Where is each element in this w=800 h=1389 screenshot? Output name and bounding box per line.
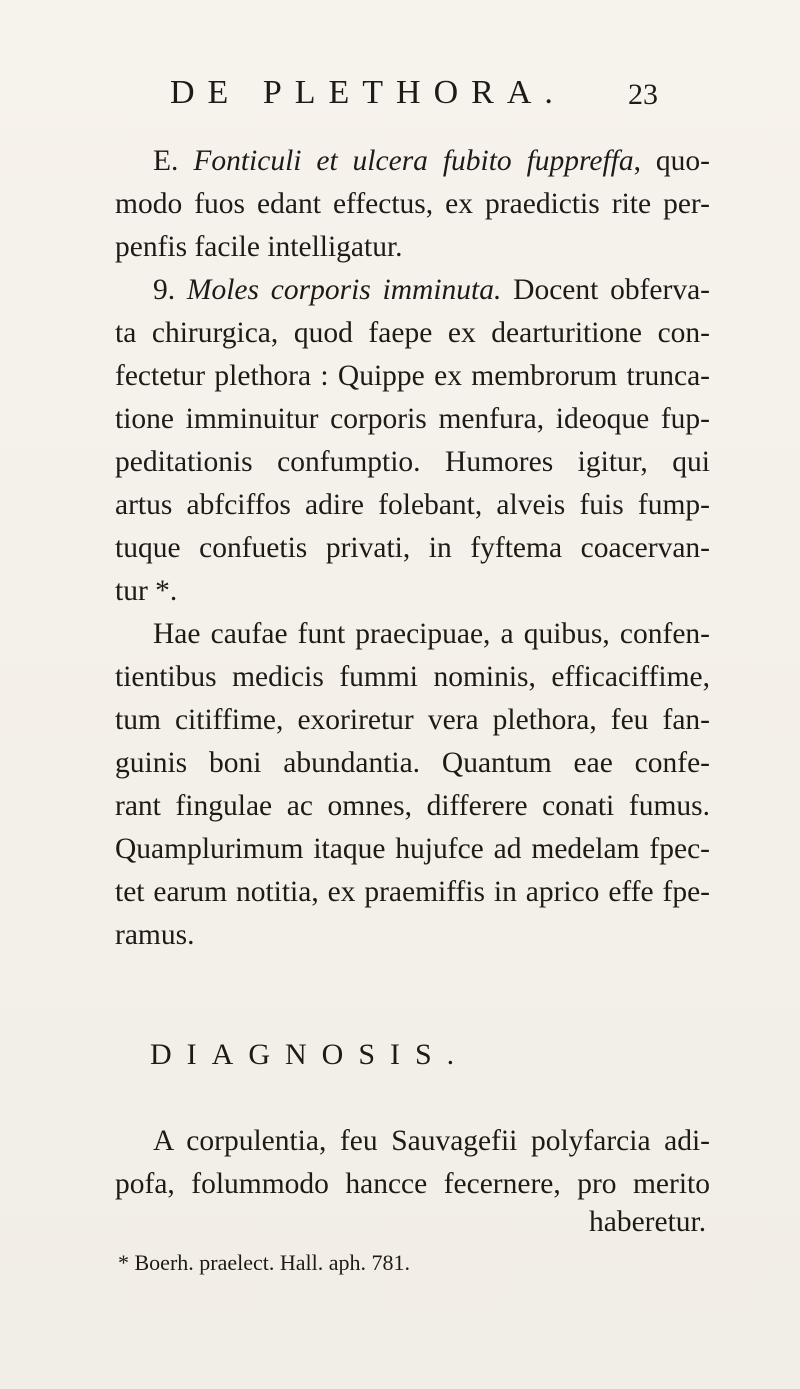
text-line	[115, 269, 710, 312]
text-line: ramus.	[115, 919, 195, 951]
text-line: modo fuos edant effectus, ex praedictis rite per-	[115, 188, 710, 220]
text-line: tur *.	[115, 575, 178, 607]
text-line: penfis facile intelligatur.	[115, 231, 403, 263]
text-line: ta chirurgica, quod faepe ex dearturitione con-	[115, 317, 710, 349]
text-line: artus abfciffos adire folebant, alveis fuis fump-	[115, 489, 710, 521]
paragraph-label: E.	[153, 145, 179, 177]
section-heading: DIAGNOSIS.	[150, 1038, 470, 1071]
text-line: peditationis confumptio. Humores igitur, qui	[115, 446, 710, 478]
running-head	[170, 74, 670, 112]
running-head-title: DE PLETHORA.	[170, 74, 566, 111]
text-line: fectetur plethora : Quippe ex membrorum trunca-	[115, 360, 710, 392]
text-line: tientibus medicis fummi nominis, efficaciffime,	[115, 661, 710, 693]
text-line: A corpulentia, feu Sauvagefii polyfarcia adi-	[153, 1125, 710, 1157]
page-number: 23	[628, 78, 658, 111]
text-fragment: Docent obferva-	[513, 274, 711, 306]
footnote: * Boerh. praelect. Hall. aph. 781.	[118, 1250, 411, 1275]
text-line: pofa, folummodo hancce fecernere, pro merito	[115, 1168, 710, 1200]
diagnosis-text	[115, 1120, 710, 1206]
text-line: tuque confuetis privati, in fyftema coacervan-	[115, 532, 710, 564]
italic-heading: Moles corporis imminuta.	[186, 274, 502, 306]
text-line: guinis boni abundantia. Quantum eae confe-	[115, 747, 710, 779]
text-line: tione imminuitur corporis menfura, ideoque fup-	[115, 403, 710, 435]
paragraph-label: 9.	[153, 274, 176, 306]
text-line: tum citiffime, exoriretur vera plethora, feu fan-	[115, 704, 710, 736]
main-text	[115, 140, 710, 957]
text-line	[115, 140, 710, 183]
italic-heading: Fonticuli et ulcera fubito fuppreffa	[193, 145, 634, 177]
text-line: rant fingulae ac omnes, differere conati fumus.	[115, 790, 710, 822]
text-line: Hae caufae funt praecipuae, a quibus, confen-	[153, 618, 710, 650]
text-line: tet earum notitia, ex praemiffis in aprico effe fpe-	[115, 876, 710, 908]
text-fragment: , quo-	[633, 145, 710, 177]
catchword: haberetur.	[589, 1206, 707, 1238]
text-line: Quamplurimum itaque hujufce ad medelam fpec-	[115, 833, 710, 865]
